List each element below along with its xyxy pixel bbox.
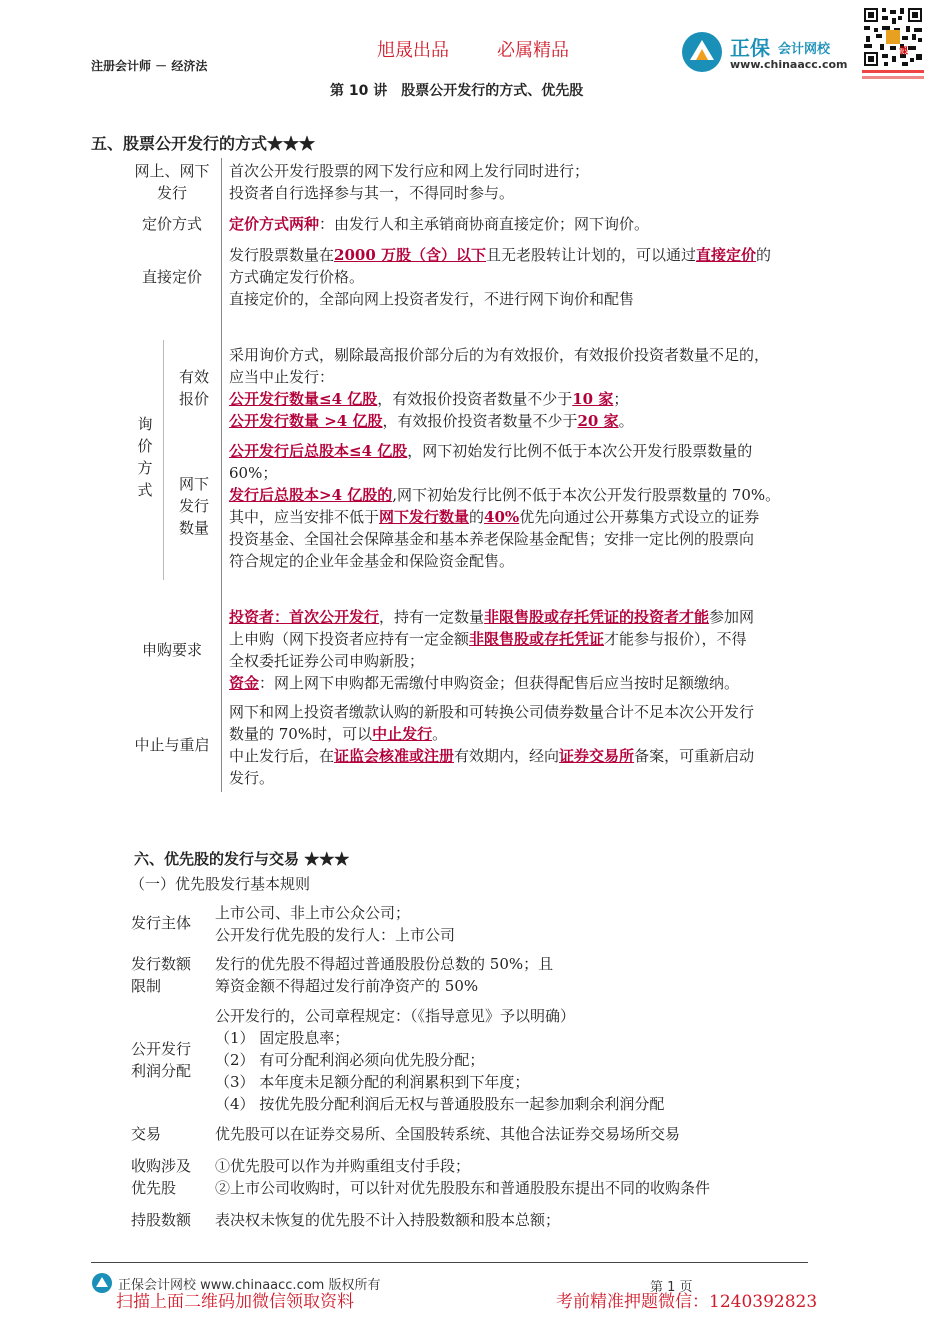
row3-line1: 发行股票数量在2000 万股（含）以下且无老股转让计划的，可以通过直接定价的 [229,246,772,264]
qr-code [862,6,924,86]
row-label-trading: 交易 [131,1125,162,1143]
r3-line3: （2） 有可分配利润必须向优先股分配； [215,1051,485,1069]
course-name: 注册会计师 － 经济法 [91,59,208,73]
footer-copyright: 正保会计网校 www.chinaacc.com 版权所有 [118,1278,381,1293]
net-line4: 其中，应当安排不低于网下发行数量的40%优先向通过公开募集方式设立的证券 [229,508,760,526]
stop-line1: 网下和网上投资者缴款认购的新股和可转换公司债券数量合计不足本次公开发行 [229,703,755,721]
stop-line3: 中止发行后，在证监会核准或注册有效期内，经向证券交易所备案，可重新启动 [229,747,755,765]
eff-line2: 应当中止发行： [229,368,335,386]
r1-line2: 公开发行优先股的发行人：上市公司 [215,926,456,944]
r2-line2: 筹资金额不得超过发行前净资产的 50% [215,977,479,995]
row1-line2: 投资者自行选择参与其一，不得同时参与。 [229,184,515,202]
logo-mark-icon [680,30,724,74]
row-label-subscription: 申购要求 [141,641,202,659]
row3-line3: 直接定价的，全部向网上投资者发行，不进行网下询价和配售 [229,290,635,308]
r4-line1: 优先股可以在证券交易所、全国股转系统、其他合法证券交易场所交易 [215,1125,681,1143]
eff-line4: 公开发行数量 >4 亿股，有效报价投资者数量不少于20 家。 [229,412,634,430]
row-label-shareholding: 持股数额 [131,1211,192,1229]
row1-line1: 首次公开发行股票的网下发行应和网上发行同时进行； [229,162,590,180]
r3-line5: （4） 按优先股分配利润后无权与普通股股东一起参加剩余利润分配 [215,1095,665,1113]
sub-label-offline-quantity: 网下 发行 数量 [178,475,209,537]
net-line6: 符合规定的企业年金基金和保险资金配售。 [229,552,515,570]
slogan-right: 必属精品 [497,40,569,61]
row3-line2: 方式确定发行价格。 [229,268,365,286]
footer-logo-icon [91,1272,113,1294]
row-label-direct-pricing: 直接定价 [141,268,202,286]
net-line2: 60%； [229,464,278,482]
r5-line2: ②上市公司收购时，可以针对优先股股东和普通股股东提出不同的收购条件 [215,1179,711,1197]
logo [680,30,856,76]
r3-line2: （1） 固定股息率； [215,1029,350,1047]
row-label-online-offline: 网上、网下 发行 [134,162,210,202]
row-label-inquiry: 询 价 方 式 [137,415,153,499]
inner-divider [163,340,164,580]
sub-line4: 资金：网上网下申购都无需缴付申购资金；但获得配售后应当按时足额缴纳。 [229,674,740,692]
section6-title: 六、优先股的发行与交易 ★★★ [134,850,350,868]
promo-left: 扫描上面二维码加微信领取资料 [116,1292,354,1312]
sub-label-effective-quote: 有效 报价 [178,368,209,408]
section6-subtitle: （一）优先股发行基本规则 [130,875,311,893]
net-line5: 投资基金、全国社会保障基金和基本养老保险基金配售；安排一定比例的股票向 [229,530,755,548]
row-label-issuer: 发行主体 [131,914,192,932]
logo-url: www.chinaacc.com [730,58,848,71]
row-label-profit-distribution: 公开发行 利润分配 [131,1040,192,1080]
sub-line2: 上申购（网下投资者应持有一定金额非限售股或存托凭证才能参与报价），不得 [229,630,747,648]
row-label-acquisition: 收购涉及 优先股 [131,1157,192,1197]
r1-line1: 上市公司、非上市公众公司； [215,904,411,922]
r6-line1: 表决权未恢复的优先股不计入持股数额和股本总额； [215,1211,561,1229]
r3-line4: （3） 本年度未足额分配的利润累积到下年度； [215,1073,530,1091]
logo-sub: 会计网校 [778,42,831,57]
r2-line1: 发行的优先股不得超过普通股股份总数的 50%；且 [215,955,554,973]
footer-divider [91,1262,808,1263]
row2-line: 定价方式两种：由发行人和主承销商协商直接定价；网下询价。 [229,215,650,233]
net-line3: 发行后总股本>4 亿股的,网下初始发行比例不低于本次公开发行股票数量的 70%。 [229,486,781,504]
promo-right: 考前精准押题微信：1240392823 [556,1292,818,1312]
sub-line3: 全权委托证券公司申购新股； [229,652,425,670]
lecture-title: 第 10 讲 股票公开发行的方式、优先股 [330,83,584,99]
row-label-pricing: 定价方式 [141,215,202,233]
eff-line1: 采用询价方式，剔除最高报价部分后的为有效报价，有效报价投资者数量不足的， [229,346,770,364]
qr-badge: 课 [899,47,909,57]
row-label-issue-limit: 发行数额 限制 [131,955,192,995]
sub-line1: 投资者：首次公开发行，持有一定数量非限售股或存托凭证的投资者才能参加网 [229,608,755,626]
section5-title: 五、股票公开发行的方式★★★ [91,134,316,153]
logo-name: 正保 [730,36,770,60]
row-label-suspension: 中止与重启 [134,736,210,754]
r3-line1: 公开发行的，公司章程规定：（《指导意见》予以明确） [215,1007,576,1025]
net-line1: 公开发行后总股本≤4 亿股，网下初始发行比例不低于本次公开发行股票数量的 [229,442,753,460]
slogan-left: 旭晟出品 [377,40,449,61]
qr-code-icon [862,6,924,68]
r5-line1: ①优先股可以作为并购重组支付手段； [215,1157,471,1175]
footer-page: 第 1 页 [650,1280,693,1295]
column-divider [221,158,222,792]
stop-line4: 发行。 [229,769,275,787]
eff-line3: 公开发行数量≤4 亿股，有效报价投资者数量不少于10 家； [229,390,629,408]
stop-line2: 数量的 70%时，可以中止发行。 [229,725,448,743]
